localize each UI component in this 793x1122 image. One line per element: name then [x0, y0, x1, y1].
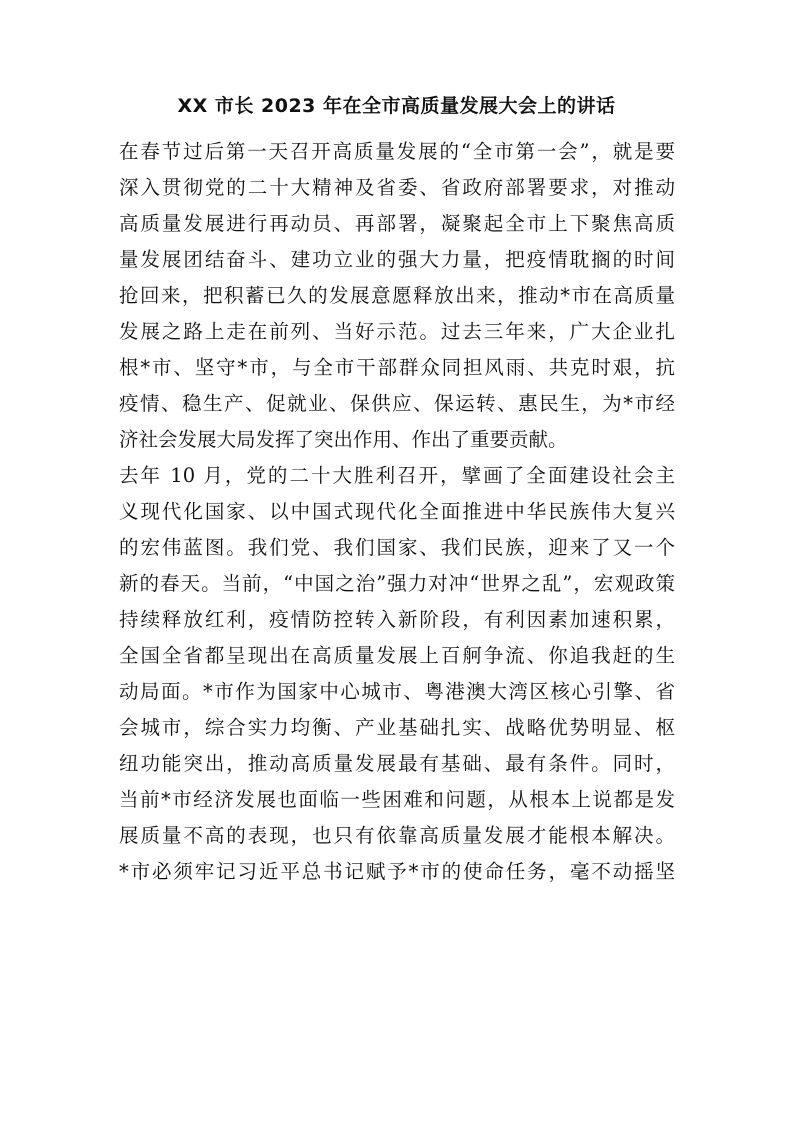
document-body [119, 134, 675, 890]
body-line: 济社会发展大局发挥了突出作用、作出了重要贡献。 [119, 428, 568, 451]
body-line: 展质量不高的表现，也只有依靠高质量发展才能根本解决。 [119, 824, 675, 847]
body-line: 深入贯彻党的二十大精神及省委、省政府部署要求，对推动 [119, 176, 675, 199]
body-line: 量发展团结奋斗、建功立业的强大力量，把疫情耽搁的时间 [119, 248, 675, 271]
body-line: 当前*市经济发展也面临一些困难和问题，从根本上说都是发 [119, 788, 675, 811]
body-line: 抢回来，把积蓄已久的发展意愿释放出来，推动*市在高质量 [119, 284, 675, 307]
body-line: 根*市、坚守*市，与全市干部群众同担风雨、共克时艰，抗 [119, 356, 675, 379]
body-line: 发展之路上走在前列、当好示范。过去三年来，广大企业扎 [119, 320, 675, 343]
body-line: 疫情、稳生产、促就业、保供应、保运转、惠民生，为*市经 [119, 392, 675, 415]
body-line: *市必须牢记习近平总书记赋予*市的使命任务，毫不动摇坚 [119, 860, 675, 883]
body-line: 去年 10 月，党的二十大胜利召开，擘画了全面建设社会主 [119, 464, 675, 487]
body-line: 动局面。*市作为国家中心城市、粤港澳大湾区核心引擎、省 [119, 680, 675, 703]
body-line: 义现代化国家、以中国式现代化全面推进中华民族伟大复兴 [119, 500, 675, 523]
document-title: XX 市长 2023 年在全市高质量发展大会上的讲话 [177, 95, 616, 117]
body-line: 在春节过后第一天召开高质量发展的“全市第一会”，就是要 [119, 140, 675, 163]
body-line: 会城市，综合实力均衡、产业基础扎实、战略优势明显、枢 [119, 716, 675, 739]
body-line: 的宏伟蓝图。我们党、我们国家、我们民族，迎来了又一个 [119, 536, 675, 559]
body-line: 新的春天。当前，“中国之治”强力对冲“世界之乱”，宏观政策 [119, 572, 675, 595]
body-line: 高质量发展进行再动员、再部署，凝聚起全市上下聚焦高质 [119, 212, 675, 235]
body-line: 全国全省都呈现出在高质量发展上百舸争流、你追我赶的生 [119, 644, 675, 667]
body-line: 纽功能突出，推动高质量发展最有基础、最有条件。同时， [119, 752, 675, 775]
body-line: 持续释放红利，疫情防控转入新阶段，有利因素加速积累， [119, 608, 675, 631]
